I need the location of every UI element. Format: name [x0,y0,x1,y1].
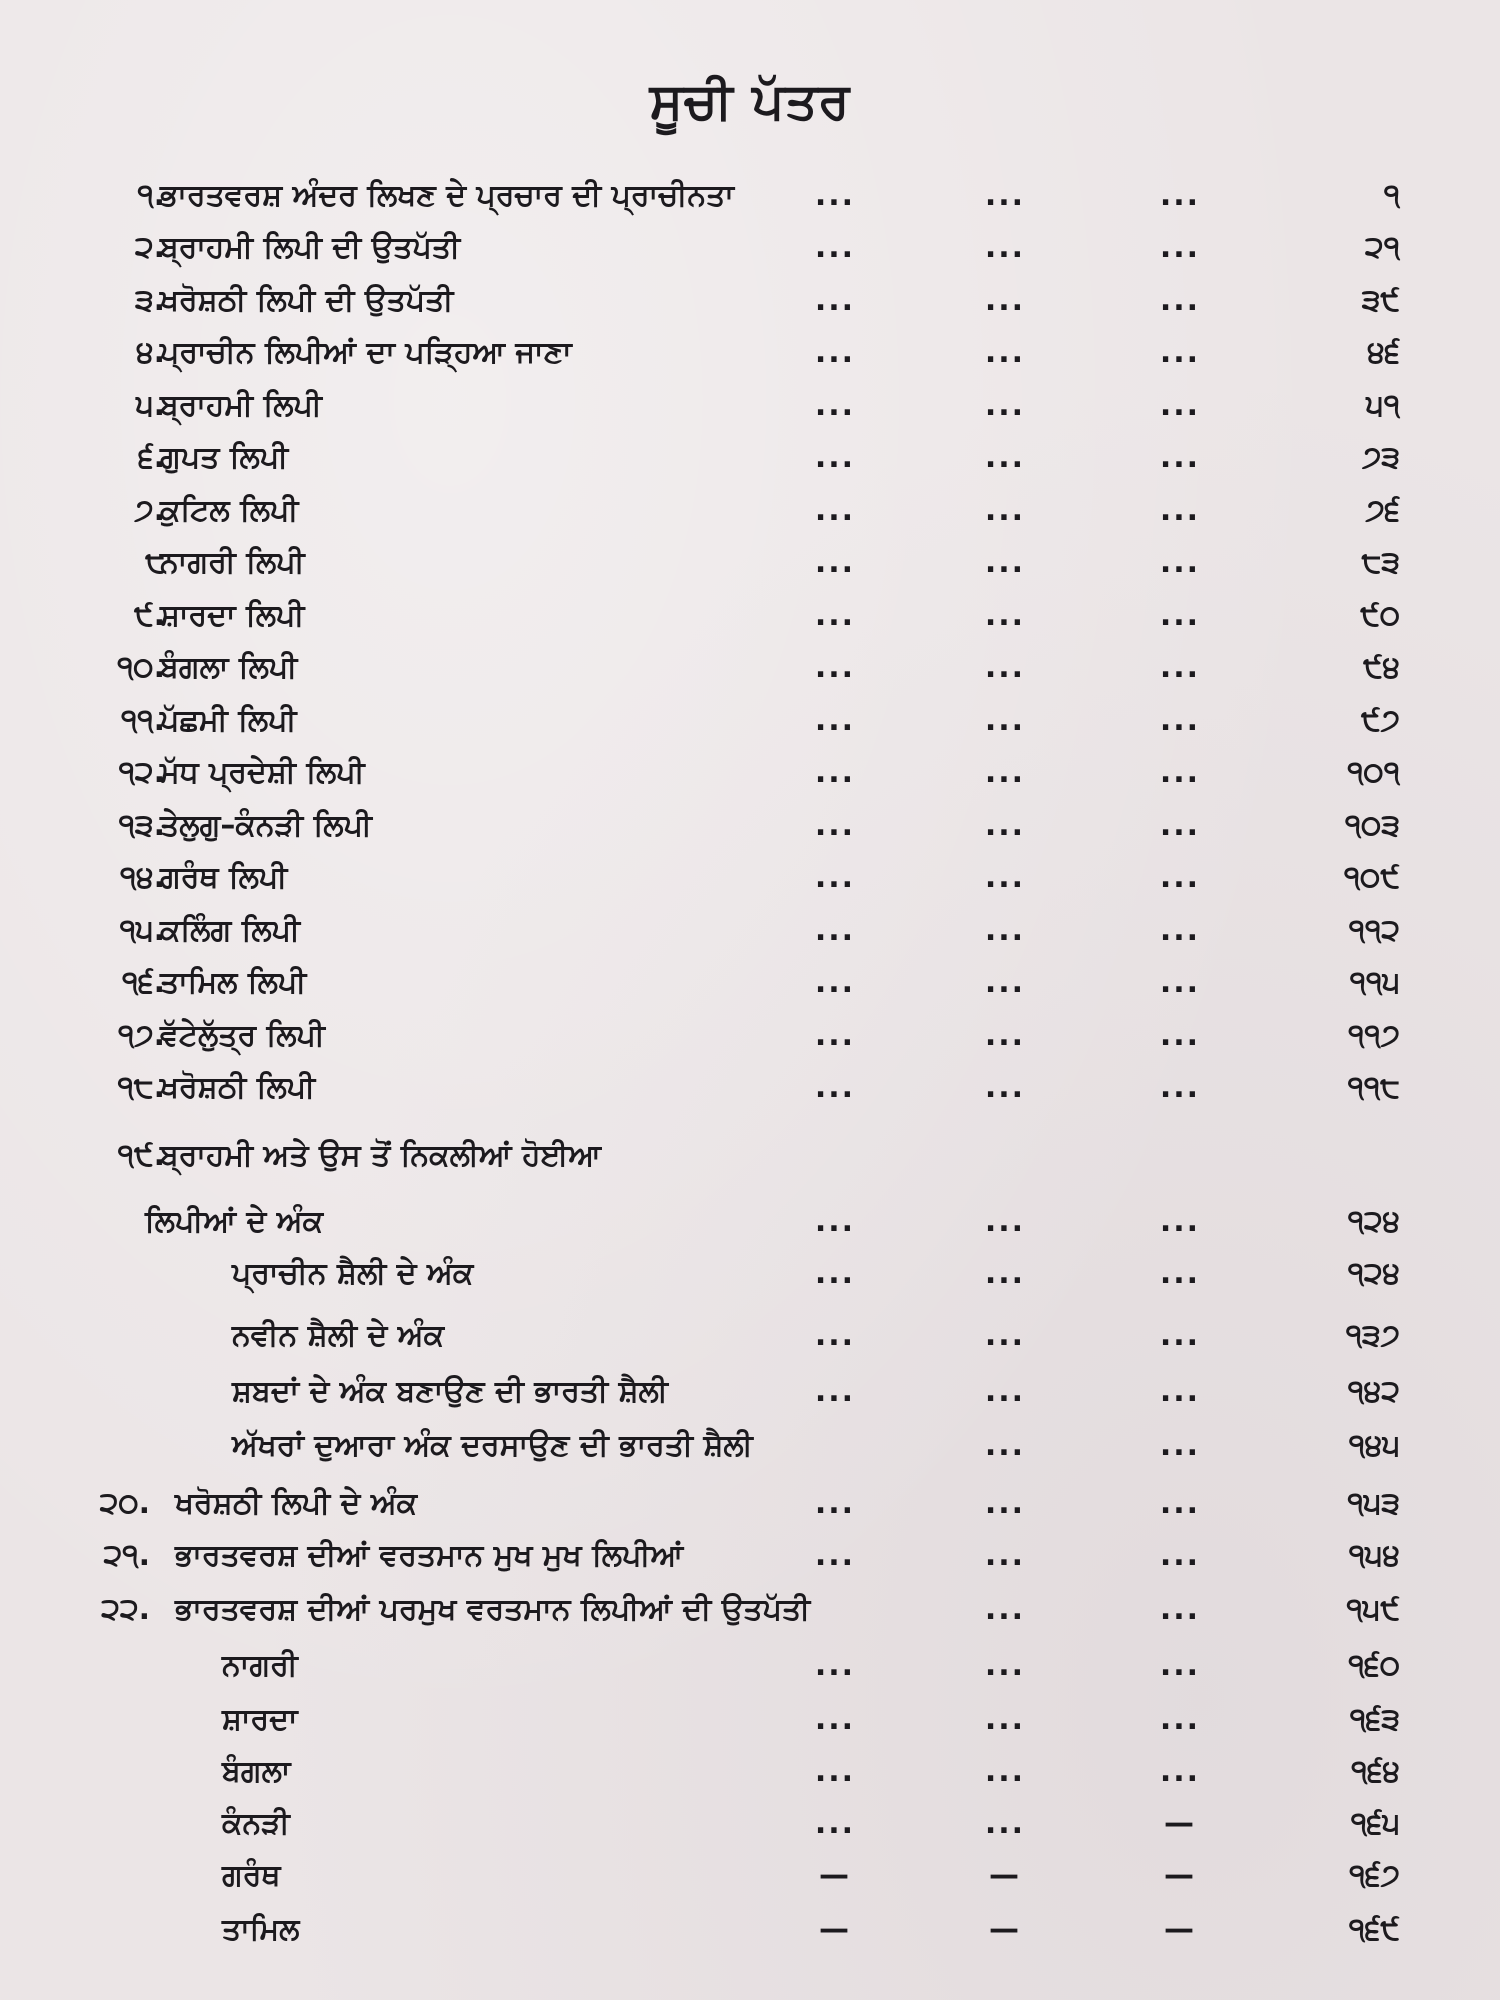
leader-dots: ... [814,440,856,475]
toc-entry-number: ੫. [135,388,165,423]
leader-dots: ... [814,1754,856,1789]
leader-dots: ... [814,650,856,685]
toc-entry-page: ੧੨੪ [1347,1204,1400,1239]
leader-dots: ... [1159,335,1201,370]
leader-dots: ... [984,335,1026,370]
leader-dots: ... [814,1070,856,1105]
leader-dots: ... [814,1702,856,1737]
leader-dots: ... [984,1204,1026,1239]
leader-dots: ... [1159,1592,1201,1627]
leader-dots: ... [814,1648,856,1683]
toc-entry [0,327,1500,379]
toc-entry-page: ੧੬੦ [1348,1648,1400,1683]
toc-entry-page: ੧੩੭ [1345,1318,1400,1353]
toc-entry-page: ੭੬ [1365,493,1400,528]
leader-dots: — [1164,1858,1196,1893]
leader-dots: ... [984,388,1026,423]
toc-entry [0,800,1500,852]
toc-entry-number: ੧੦. [117,650,165,685]
leader-dots: ... [984,1374,1026,1409]
toc-entry-title: ਨਾਗਰੀ [222,1648,298,1683]
leader-dots: — [989,1858,1021,1893]
leader-dots: ... [1159,650,1201,685]
page-title: ਸੂਚੀ ਪੱਤਰ [649,72,851,130]
toc-entry [0,747,1500,799]
toc-entry-title: ਖਰੋਸ਼ਠੀ ਲਿਪੀ ਦੀ ਉਤਪੱਤੀ [160,283,454,318]
toc-entry-page: ੧੬੯ [1348,1912,1400,1947]
leader-dots: ... [984,1486,1026,1521]
toc-entry-page: ੮੩ [1361,545,1400,580]
leader-dots: ... [814,493,856,528]
toc-entry-number: ੧੫. [119,913,165,948]
toc-entry-page: ੧੧੨ [1348,913,1400,948]
leader-dots: — [989,1912,1021,1947]
leader-dots: ... [984,808,1026,843]
toc-entry-page: ੧੧੫ [1349,965,1400,1000]
toc-entry-number: ੧੭. [117,1018,165,1053]
toc-entry [0,957,1500,1009]
toc-entry-number: ੧੮. [117,1070,165,1105]
toc-entry [0,1010,1500,1062]
toc-entry-page: ੧੪੫ [1348,1428,1400,1463]
leader-dots: ... [1159,913,1201,948]
toc-entry [0,1850,1500,1902]
toc-entry-number: ੭. [134,493,165,528]
toc-entry-page: ੧੬੩ [1349,1702,1400,1737]
toc-entry-page: ੧੦੩ [1344,808,1400,843]
toc-entry-title: ਭਾਰਤਵਰਸ਼ ਦੀਆਂ ਵਰਤਮਾਨ ਮੁਖ ਮੁਖ ਲਿਪੀਆਂ [175,1538,684,1573]
toc-entry-title: ਭਾਰਤਵਰਸ਼ ਦੀਆਂ ਪਰਮੁਖ ਵਰਤਮਾਨ ਲਿਪੀਆਂ ਦੀ ਉਤਪੱਤੀ [175,1592,811,1627]
toc-entry [0,1584,1500,1636]
toc-entry-title: ਬੰਗਲਾ ਲਿਪੀ [160,650,298,685]
leader-dots: ... [814,598,856,633]
toc-entry [0,1196,1500,1248]
toc-entry-page: ੯੭ [1361,703,1400,738]
toc-entry [0,1694,1500,1746]
leader-dots: ... [814,703,856,738]
leader-dots: ... [984,493,1026,528]
toc-entry-page: ੧੪੨ [1347,1374,1400,1409]
leader-dots: ... [984,703,1026,738]
leader-dots: ... [1159,230,1201,265]
toc-entry [0,590,1500,642]
toc-entry-title: ਪੱਛਮੀ ਲਿਪੀ [160,703,297,738]
leader-dots: — [1164,1912,1196,1947]
leader-dots: ... [1159,808,1201,843]
toc-entry-page: ੩੯ [1361,283,1400,318]
toc-entry [0,905,1500,957]
toc-entry [0,1130,1500,1182]
toc-entry [0,485,1500,537]
toc-entry [0,1248,1500,1300]
leader-dots: ... [814,388,856,423]
toc-entry [0,432,1500,484]
toc-entry-number: ੧੨. [118,755,165,790]
leader-dots: ... [984,545,1026,580]
toc-entry [0,1420,1500,1472]
leader-dots: ... [1159,545,1201,580]
toc-entry-title: ਕੁਟਿਲ ਲਿਪੀ [160,493,299,528]
leader-dots: ... [814,230,856,265]
toc-entry-title: ਸ਼ਬਦਾਂ ਦੇ ਅੰਕ ਬਣਾਉਣ ਦੀ ਭਾਰਤੀ ਸ਼ੈਲੀ [232,1374,668,1409]
toc-entry [0,1478,1500,1530]
toc-entry-page: ੧੨੪ [1347,1256,1400,1291]
toc-entry-title: ਬ੍ਰਾਹਮੀ ਲਿਪੀ ਦੀ ਉਤਪੱਤੀ [160,230,461,265]
leader-dots: ... [814,178,856,213]
leader-dots: ... [1159,178,1201,213]
leader-dots: ... [1159,283,1201,318]
toc-entry-title: ਕੰਨੜੀ [222,1806,290,1841]
leader-dots: ... [984,1806,1026,1841]
toc-entry-page: ੫੧ [1366,388,1400,423]
leader-dots: ... [984,1592,1026,1627]
leader-dots: ... [814,1486,856,1521]
toc-entry [0,1310,1500,1362]
leader-dots: ... [984,755,1026,790]
toc-entry-title: ਗਰੰਥ [222,1858,281,1893]
leader-dots: ... [1159,755,1201,790]
toc-entry-page: ੧੫੩ [1347,1486,1400,1521]
leader-dots: ... [1159,598,1201,633]
toc-entry [0,695,1500,747]
toc-entry-number: ੨੦. [99,1486,150,1521]
toc-entry-page: ੧੦੯ [1343,860,1400,895]
toc-entry [0,1062,1500,1114]
toc-entry-title: ਭਾਰਤਵਰਸ਼ ਅੰਦਰ ਲਿਖਣ ਦੇ ਪ੍ਰਚਾਰ ਦੀ ਪ੍ਰਾਚੀਨਤਾ [160,178,734,213]
toc-entry [0,537,1500,589]
leader-dots: ... [1159,860,1201,895]
toc-entry-title: ਪ੍ਰਾਚੀਨ ਸ਼ੈਲੀ ਦੇ ਅੰਕ [232,1256,474,1291]
toc-entry-page: ੨੧ [1365,230,1400,265]
toc-entry-title: ਤਾਮਿਲ ਲਿਪੀ [160,965,307,1000]
leader-dots: ... [1159,1070,1201,1105]
leader-dots: ... [984,440,1026,475]
leader-dots: ... [814,1256,856,1291]
toc-entry-page: ੧੫੯ [1346,1592,1400,1627]
leader-dots: ... [1159,1648,1201,1683]
leader-dots: ... [814,545,856,580]
toc-entry-title: ਮੱਧ ਪ੍ਰਦੇਸ਼ੀ ਲਿਪੀ [160,755,365,790]
toc-entry-title: ਅੱਖਰਾਂ ਦੁਆਰਾ ਅੰਕ ਦਰਸਾਉਣ ਦੀ ਭਾਰਤੀ ਸ਼ੈਲੀ [232,1428,753,1463]
leader-dots: ... [984,283,1026,318]
leader-dots: ... [814,913,856,948]
toc-entry [0,222,1500,274]
leader-dots: ... [1159,493,1201,528]
toc-entry-title: ਨਾਗਰੀ ਲਿਪੀ [160,545,305,580]
toc-entry-page: ੯੪ [1363,650,1400,685]
leader-dots: ... [1159,1018,1201,1053]
toc-entry-title: ਤਾਮਿਲ [222,1912,300,1947]
leader-dots: ... [984,1538,1026,1573]
toc-entry-page: ੧੬੫ [1350,1806,1400,1841]
toc-entry [0,1904,1500,1956]
toc-entry-title: ਸ਼ਾਰਦਾ ਲਿਪੀ [160,598,305,633]
toc-entry [0,852,1500,904]
leader-dots: — [1164,1806,1196,1841]
toc-entry-number: ੬. [138,440,165,475]
toc-entry-title: ਤੇਲੁਗੁ–ਕੰਨੜੀ ਲਿਪੀ [160,808,372,843]
toc-entry-number: ੨. [134,230,165,265]
toc-entry-title: ਬ੍ਰਾਹਮੀ ਲਿਪੀ [160,388,322,423]
toc-entry-number: ੧੧. [121,703,165,738]
leader-dots: ... [814,1374,856,1409]
toc-entry [0,1530,1500,1582]
toc-entry-title: ਲਿਪੀਆਂ ਦੇ ਅੰਕ [145,1204,324,1239]
leader-dots: ... [814,860,856,895]
toc-entry-number: ੮ [145,545,165,580]
leader-dots: ... [1159,1204,1201,1239]
leader-dots: ... [1159,440,1201,475]
toc-entry-title: ਗੁਪਤ ਲਿਪੀ [160,440,289,475]
toc-entry-title: ਬੰਗਲਾ [222,1754,291,1789]
leader-dots: ... [1159,1538,1201,1573]
leader-dots: ... [814,283,856,318]
leader-dots: ... [1159,1754,1201,1789]
toc-entry-number: ੯. [133,598,165,633]
toc-entry-title: ਨਵੀਨ ਸ਼ੈਲੀ ਦੇ ਅੰਕ [232,1318,445,1353]
leader-dots: ... [1159,1318,1201,1353]
leader-dots: ... [1159,1428,1201,1463]
leader-dots: ... [984,178,1026,213]
leader-dots: ... [814,1538,856,1573]
toc-entry-page: ੧੬੭ [1349,1858,1400,1893]
toc-entry [0,275,1500,327]
leader-dots: ... [984,1018,1026,1053]
leader-dots: ... [1159,965,1201,1000]
leader-dots: ... [814,808,856,843]
toc-entry-page: ੧੬੪ [1351,1754,1400,1789]
toc-entry-number: ੨੨. [101,1592,150,1627]
toc-entry-title: ਬ੍ਰਾਹਮੀ ਅਤੇ ਉਸ ਤੋਂ ਨਿਕਲੀਆਂ ਹੋਈਆ [160,1138,601,1173]
toc-entry-number: ੧੬. [122,965,165,1000]
toc-entry-number: ੧੩. [118,808,165,843]
toc-entry-page: ੧੫੪ [1348,1538,1400,1573]
toc-entry-title: ਪ੍ਰਾਚੀਨ ਲਿਪੀਆਂ ਦਾ ਪੜ੍ਹਿਆ ਜਾਣਾ [160,335,572,370]
toc-entry-title: ਖਰੋਸ਼ਠੀ ਲਿਪੀ ਦੇ ਅੰਕ [175,1486,418,1521]
toc-entry-title: ਸ਼ਾਰਦਾ [222,1702,298,1737]
leader-dots: ... [984,1702,1026,1737]
leader-dots: — [819,1858,851,1893]
toc-entry-title: ਕਲਿੰਗ ਲਿਪੀ [160,913,301,948]
toc-entry-number: ੧੪. [120,860,165,895]
leader-dots: ... [984,1648,1026,1683]
toc-entry [0,1798,1500,1850]
toc-entry-number: ੩. [134,283,165,318]
leader-dots: ... [984,913,1026,948]
leader-dots: ... [814,1204,856,1239]
leader-dots: — [819,1912,851,1947]
leader-dots: ... [814,1018,856,1053]
toc-entry-number: ੨੧. [103,1538,150,1573]
toc-entry-title: ਖਰੋਸ਼ਠੀ ਲਿਪੀ [160,1070,316,1105]
leader-dots: ... [984,598,1026,633]
toc-entry-page: ੭੩ [1361,440,1400,475]
leader-dots: ... [984,1318,1026,1353]
toc-entry [0,380,1500,432]
toc-entry-page: ੯੦ [1360,598,1400,633]
toc-entry-number: ੧੯. [117,1138,165,1173]
toc-entry [0,1640,1500,1692]
toc-entry [0,1366,1500,1418]
toc-entry [0,170,1500,222]
leader-dots: ... [814,755,856,790]
leader-dots: ... [1159,1256,1201,1291]
toc-entry-number: ੪. [136,335,165,370]
toc-entry-title: ਵੱਟੇਲੁੱਤ੍ਰ ਲਿਪੀ [160,1018,325,1053]
toc-entry-title: ਗਰੰਥ ਲਿਪੀ [160,860,288,895]
leader-dots: ... [984,1428,1026,1463]
leader-dots: ... [984,650,1026,685]
leader-dots: ... [814,1806,856,1841]
leader-dots: ... [1159,1486,1201,1521]
toc-entry-page: ੧੧੭ [1348,1018,1400,1053]
toc-entry-page: ੧੧੮ [1347,1070,1400,1105]
leader-dots: ... [984,1070,1026,1105]
toc-entry-number: ੧. [137,178,165,213]
toc-entry-page: ੪੬ [1367,335,1400,370]
leader-dots: ... [1159,1374,1201,1409]
leader-dots: ... [984,1754,1026,1789]
leader-dots: ... [984,965,1026,1000]
leader-dots: ... [1159,1702,1201,1737]
leader-dots: ... [984,230,1026,265]
toc-entry-page: ੧੦੧ [1347,755,1400,790]
toc-entry-page: ੧ [1383,178,1400,213]
leader-dots: ... [1159,388,1201,423]
toc-entry [0,1746,1500,1798]
leader-dots: ... [1159,703,1201,738]
leader-dots: ... [984,1256,1026,1291]
toc-entry [0,642,1500,694]
leader-dots: ... [984,860,1026,895]
leader-dots: ... [814,965,856,1000]
leader-dots: ... [814,335,856,370]
leader-dots: ... [814,1318,856,1353]
